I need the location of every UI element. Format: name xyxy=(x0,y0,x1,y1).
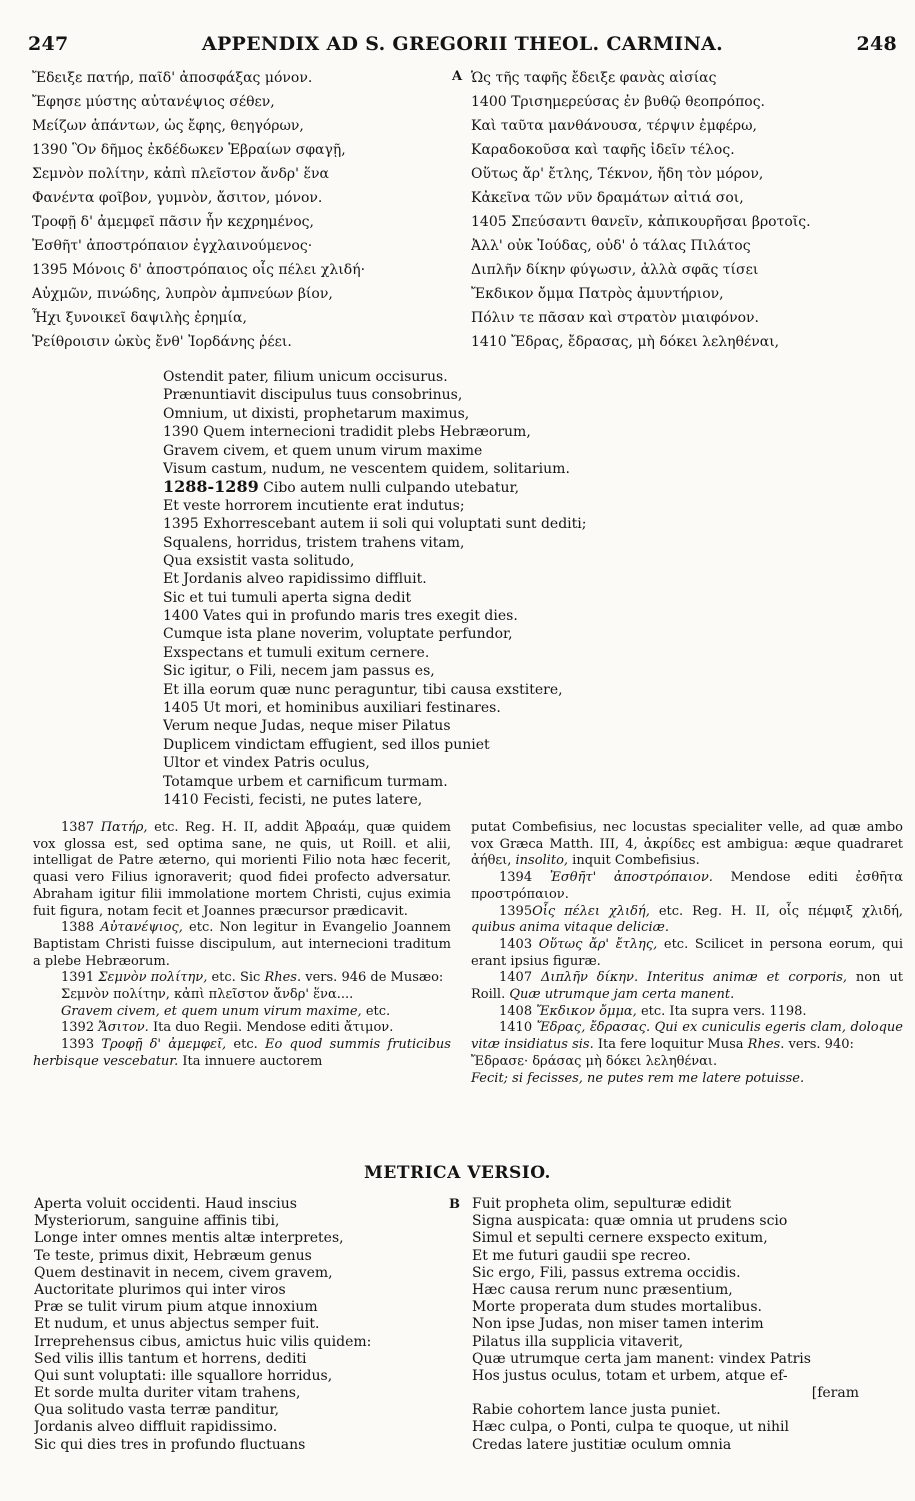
note-text: putat Combefisius, nec locustas specialiter velle, ad quæ ambo vox Græca Matth. III, 4, ἀκρίδες est ambigua: æque quadraret ἀήθει, xyxy=(471,820,903,869)
verse-line: Fuit propheta olim, sepulturæ edidit xyxy=(472,1196,732,1212)
note-quote: Fecit; si fecisses, ne putes rem me latere potuisse. xyxy=(471,1070,805,1086)
note-number: 1408 xyxy=(499,1003,533,1019)
section-title: METRICA VERSIO. xyxy=(364,1163,551,1183)
greek-line: Ὡς τῆς ταφῆς ἔδειξε φανὰς αἰσίας xyxy=(471,70,717,86)
greek-line: Σεμνὸν πολίτην, κἀπὶ πλεῖστον ἄνδρ' ἕνα xyxy=(32,166,329,182)
latin-line: Ostendit pater, filium unicum occisurus. xyxy=(163,369,448,385)
note-text: etc. Scilicet in persona eorum, qui erant ipsius figuræ. xyxy=(471,936,903,969)
latin-line: Visum castum, nudum, ne vescentem quidem, solitarium. xyxy=(163,460,570,477)
latin-line xyxy=(163,478,683,496)
verse-line: Signa auspicata: quæ omnia ut prudens scio xyxy=(472,1213,788,1230)
note-1403 xyxy=(471,937,903,970)
verse-line: Morte properata dum studes mortalibus. xyxy=(472,1299,762,1316)
greek-line: Οὕτως ἄρ' ἔτλης, Τέκνον, ἤδη τὸν μόρον, xyxy=(471,166,764,182)
note-1393 xyxy=(33,1037,451,1070)
greek-line: Ῥείθροισιν ὠκὺς ἔνθ' Ἰορδάνης ῥέει. xyxy=(32,334,292,350)
latin-line: 1410 Fecisti, fecisti, ne putes latere, xyxy=(163,791,423,808)
latin-line-text: Cibo autem nulli culpando utebatur, xyxy=(263,480,520,497)
greek-column-left xyxy=(32,66,452,354)
note-quote-latin xyxy=(471,1071,903,1088)
note-1394 xyxy=(471,870,903,903)
note-text: Ita fere loquitur Musa xyxy=(597,1037,744,1053)
page-number-right: 248 xyxy=(856,33,897,55)
note-number: 1407 xyxy=(499,970,533,986)
greek-line: Ἔφησε μύστης αὐτανέψιος σέθεν, xyxy=(32,94,275,110)
verse-line: Sed vilis illis tantum et horrens, dediti xyxy=(34,1350,307,1367)
note-quote: Σεμνὸν πολίτην, κἀπὶ πλεῖστον ἄνδρ' ἕνα.... xyxy=(61,987,354,1003)
note-text: Ita duo Regii. Mendose editi ἄτιμον. xyxy=(152,1020,394,1036)
greek-line: 1395 Μόνοις δ' ἀποστρόπαιος οἷς πέλει χλιδή· xyxy=(32,262,366,278)
latin-line: Gravem civem, et quem unum virum maxime xyxy=(163,442,483,459)
note-text: Ita innuere auctorem xyxy=(182,1053,323,1069)
note-lemma: Αὐτανέψιος, xyxy=(100,920,183,936)
verse-line: Hæc culpa, o Ponti, culpa te quoque, ut nihil xyxy=(472,1419,789,1436)
greek-line: Ἐσθῆτ' ἀποστρόπαιον ἐγχλαινούμενος· xyxy=(32,238,313,254)
note-1407 xyxy=(471,970,903,1003)
greek-line: Ἦχι ξυνοικεῖ δαψιλὴς ἐρημία, xyxy=(32,310,247,326)
verse-line: Longe inter omnes mentis altæ interpretes, xyxy=(34,1230,344,1247)
greek-line: Ἀλλ' οὐκ Ἰούδας, οὐδ' ὁ τάλας Πιλάτος xyxy=(471,238,751,254)
greek-line: Φανέντα φοῖβον, γυμνὸν, ἄσιτον, μόνον. xyxy=(32,190,323,206)
note-1387 xyxy=(33,820,451,920)
verse-line: Hæc causa rerum nunc præsentium, xyxy=(472,1281,733,1298)
note-quote-greek xyxy=(33,987,451,1004)
greek-line: Μείζων ἁπάντων, ὡς ἔφης, θεηγόρων, xyxy=(32,118,304,134)
latin-line: 1405 Ut mori, et hominibus auxiliari festinares. xyxy=(163,700,501,717)
greek-line: Καραδοκοῦσα καὶ ταφῆς ἰδεῖν τέλος. xyxy=(471,142,735,158)
greek-line: Αὐχμῶν, πινώδης, λυπρὸν ἀμπνεύων βίον, xyxy=(32,286,333,302)
note-number: 1391 xyxy=(61,970,95,986)
note-number: 1387 xyxy=(61,820,95,835)
verse-line: Quem destinavit in necem, civem gravem, xyxy=(34,1264,333,1281)
latin-line: Sic et tui tumuli aperta signa dedit xyxy=(163,589,412,606)
note-text: etc. xyxy=(365,1003,391,1019)
note-text: inquit Combefisius. xyxy=(572,853,700,869)
note-1395 xyxy=(471,904,903,937)
latin-line: Exspectans et tumuli exitum cernere. xyxy=(163,644,430,661)
note-text: etc. Non legitur in Evangelio Joannem Baptistam Christi fuisse discipulum, aut internecioni traditum a plebe Hebræorum. xyxy=(33,920,451,969)
note-number: 1388 xyxy=(61,920,95,936)
verse-line: Auctoritate plurimos qui inter viros xyxy=(34,1281,286,1298)
verse-line-carryover: [feram xyxy=(811,1385,859,1402)
verse-line: Sic qui dies tres in profundo fluctuans xyxy=(34,1436,306,1453)
verse-line: Irreprehensus cibus, amictus huic vilis quidem: xyxy=(34,1333,372,1350)
verse-line: Te teste, primus dixit, Hebræum genus xyxy=(34,1247,312,1264)
latin-line: Duplicem vindictam effugient, sed illos puniet xyxy=(163,736,490,753)
verse-line: Pilatus illa supplicia vitaverit, xyxy=(472,1333,684,1350)
note-1392 xyxy=(33,1020,451,1037)
greek-line: Πόλιν τε πᾶσαν καὶ στρατὸν μιαιφόνον. xyxy=(471,310,759,326)
note-lemma: Πατήρ, xyxy=(100,820,148,835)
note-continuation xyxy=(471,820,903,870)
verse-line: Qua solitudo vasta terræ panditur, xyxy=(34,1402,280,1419)
note-text: etc. Reg. H. II, addit Ἀβραάμ, quæ quidem vox glossa est, sed optima sane, ne quis, ut Roill. et alii, intelligat de Patre æterno, qui morienti Filio nota hæc fecerit, quasi vero Filius ignoraverit; quod fidei profecto adversatur. Abraham igitur filii immolatione mortem Christi, cujus eximia fuit figura, notam fecit et Joannes præcursor prædicavit. xyxy=(33,820,451,919)
note-text: Mendose editi ἐσθῆτα προστρόπαιον. xyxy=(471,870,903,902)
latin-line: 1400 Vates qui in profundo maris tres exegit dies. xyxy=(163,608,518,625)
greek-line: Τροφῇ δ' ἀμεμφεῖ πᾶσιν ἦν κεχρημένος, xyxy=(32,214,314,230)
greek-line: Κἀκεῖνα τῶν νῦν δραμάτων αἰτιά σοι, xyxy=(471,190,744,206)
note-lemma: Ἐσθῆτ' ἀποστρόπαιον. xyxy=(549,870,713,886)
latin-line: Ultor et vindex Patris oculus, xyxy=(163,755,370,772)
note-number: 1403 xyxy=(499,936,533,952)
note-text: etc. Ita supra vers. 1198. xyxy=(640,1003,807,1019)
latin-line: Et Jordanis alveo rapidissimo diffluit. xyxy=(163,571,427,588)
verse-line: Non ipse Judas, non miser tamen interim xyxy=(472,1316,764,1333)
note-text: etc. Reg. H. II, οἷς πέμφιξ χλιδή, xyxy=(658,903,903,919)
greek-line: 1400 Τρισημερεύσας ἐν βυθῷ θεοπρόπος. xyxy=(471,94,765,110)
metrica-column-left xyxy=(34,1196,454,1454)
greek-line: Ἔκδικον ὄμμα Πατρὸς ἀμυντήριον, xyxy=(471,286,724,302)
note-italic: Qui ex cuniculis egeris clam, doloque vitæ insidiatus sis. xyxy=(471,1020,903,1053)
verse-line: Mysteriorum, sanguine affinis tibi, xyxy=(34,1213,280,1230)
latin-line: Et illa eorum quæ nunc peraguntur, tibi causa exstitere, xyxy=(163,681,563,698)
greek-line: 1390 Ὃν δῆμος ἐκδέδωκεν Ἑβραίων σφαγῇ, xyxy=(32,142,346,158)
note-number: 1410 xyxy=(499,1020,533,1036)
latin-line: Et veste horrorem incutiente erat indutus; xyxy=(163,497,465,514)
note-italic: Quæ utrumque jam certa manent. xyxy=(509,987,735,1003)
latin-line: 1390 Quem internecioni tradidit plebs Hebræorum, xyxy=(163,424,531,441)
note-lemma: Σεμνὸν πολίτην, xyxy=(98,970,208,986)
note-lemma: Οὕτως ἄρ' ἔτλης, xyxy=(538,936,658,952)
latin-line: Cumque ista plane noverim, voluptate perfundor, xyxy=(163,626,513,643)
verse-line: Qui sunt voluptati: ille squallore horridus, xyxy=(34,1367,333,1384)
latin-translation xyxy=(163,368,683,809)
greek-line: Ἔδειξε πατήρ, παῖδ' ἀποσφάξας μόνον. xyxy=(32,70,313,86)
greek-line: Διπλῆν δίκην φύγωσιν, ἀλλὰ σφᾶς τίσει xyxy=(471,262,759,278)
note-number: 1392 xyxy=(61,1020,95,1036)
note-lemma: Ἔδρας, ἔδρασας. xyxy=(536,1020,651,1036)
note-lemma: Διπλῆν δίκην. xyxy=(540,970,639,986)
latin-line: Verum neque Judas, neque miser Pilatus xyxy=(163,718,451,735)
note-source: Rhes. xyxy=(264,970,302,986)
note-lemma: Ἄσιτον. xyxy=(98,1020,149,1036)
note-number: 1393 xyxy=(61,1037,95,1053)
verse-line: Rabie cohortem lance justa puniet. xyxy=(472,1402,721,1419)
note-italic: insolito, xyxy=(515,853,569,869)
notes-column-left xyxy=(33,820,451,1071)
verse-line: Et me futuri gaudii spe recreo. xyxy=(472,1247,691,1264)
running-title: APPENDIX AD S. GREGORII THEOL. CARMINA. xyxy=(201,33,724,55)
latin-line: Prænuntiavit discipulus tuus consobrinus, xyxy=(163,387,463,404)
greek-line: 1405 Σπεύσαντι θανεῖν, κἀπικουρῆσαι βροτοῖς. xyxy=(471,214,811,230)
note-quote: Gravem civem, et quem unum virum maxime, xyxy=(61,1003,362,1019)
note-1388 xyxy=(33,920,451,970)
latin-line: Totamque urbem et carnificum turmam. xyxy=(163,773,448,790)
note-lemma: Οἷς πέλει χλιδή, xyxy=(532,903,650,919)
margin-letter-a: A xyxy=(452,69,463,84)
note-text: etc. Sic xyxy=(211,970,261,986)
note-text: vers. 946 de Musæo: xyxy=(305,970,444,986)
verse-line: Quæ utrumque certa jam manent: vindex Patris xyxy=(472,1350,811,1367)
greek-line: Καὶ ταῦτα μανθάνουσα, τέρψιν ἐμφέρω, xyxy=(471,118,757,134)
latin-line: Qua exsistit vasta solitudo, xyxy=(163,552,355,569)
latin-line: Sic igitur, o Fili, necem jam passus es, xyxy=(163,663,435,680)
page-number-left: 247 xyxy=(28,33,69,55)
verse-line: Et sorde multa duriter vitam trahens, xyxy=(34,1385,301,1402)
verse-line: Sic ergo, Fili, passus extrema occidis. xyxy=(472,1264,741,1281)
note-text: etc. xyxy=(233,1037,258,1053)
page-header xyxy=(28,33,897,59)
greek-column-right xyxy=(471,66,901,354)
verse-line: Credas latere justitiæ oculum omnia xyxy=(472,1436,732,1453)
note-italic: Eo quod summis fruticibus herbisque vescebatur. xyxy=(33,1037,451,1069)
note-source: Rhes. xyxy=(747,1037,785,1053)
metrica-column-right xyxy=(472,1196,904,1454)
note-quote-latin xyxy=(33,1004,451,1021)
note-lemma: Ἔκδικον ὄμμα, xyxy=(536,1003,637,1019)
note-1408 xyxy=(471,1004,903,1021)
note-lemma: Τροφῇ δ' ἀμεμφεῖ, xyxy=(101,1037,227,1053)
note-quote: Ἔδρασε· δράσας μὴ δόκει λεληθέναι. xyxy=(471,1053,718,1069)
note-text: non ut Roill. xyxy=(471,970,903,1003)
latin-line: 1395 Exhorrescebant autem ii soli qui voluptati sunt dediti; xyxy=(163,516,587,533)
verse-line: Jordanis alveo diffluit rapidissimo. xyxy=(34,1419,278,1436)
note-1391 xyxy=(33,970,451,987)
column-marker: 1288-1289 xyxy=(163,478,259,497)
verse-line: Hos justus oculus, totam et urbem, atque ef- xyxy=(472,1367,788,1384)
note-italic: Interitus animæ et corporis, xyxy=(646,970,848,986)
notes-column-right xyxy=(471,820,903,1087)
verse-line: Simul et sepulti cernere exspecto exitum, xyxy=(472,1230,768,1247)
note-text: vers. 940: xyxy=(788,1037,854,1053)
note-1410 xyxy=(471,1020,903,1053)
greek-line: 1410 Ἔδρας, ἔδρασας, μὴ δόκει λεληθέναι, xyxy=(471,334,780,350)
margin-letter-b: B xyxy=(449,1197,460,1212)
verse-line: Et nudum, et unus abjectus semper fuit. xyxy=(34,1316,320,1333)
note-italic: quibus anima vitaque deliciæ. xyxy=(471,920,669,936)
latin-line: Omnium, ut dixisti, prophetarum maximus, xyxy=(163,405,470,422)
verse-line: Præ se tulit virum pium atque innoxium xyxy=(34,1299,318,1316)
latin-line: Squalens, horridus, tristem trahens vitam, xyxy=(163,534,465,551)
verse-line: Aperta voluit occidenti. Haud inscius xyxy=(34,1196,297,1212)
note-number: 1394 xyxy=(499,870,533,886)
note-number: 1395 xyxy=(499,903,533,919)
note-quote-greek xyxy=(471,1054,903,1071)
